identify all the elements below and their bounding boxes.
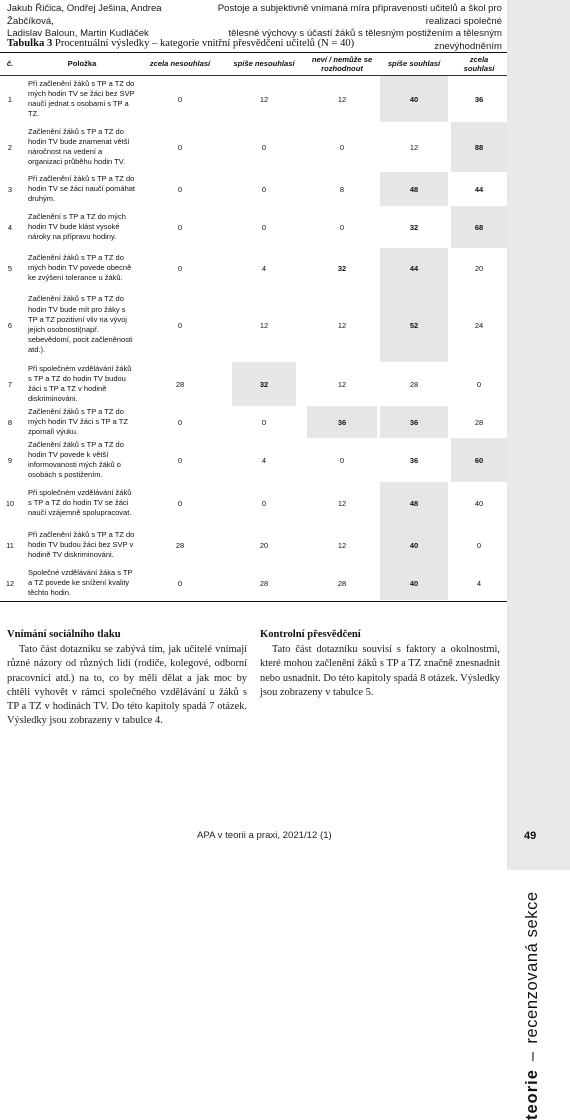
table-row: [0, 172, 507, 206]
side-label-theory: teorie: [522, 1069, 541, 1120]
value-disagree: 28: [259, 578, 269, 588]
table-row: [0, 122, 507, 172]
row-item: Při společném vzdělávání žáků s TP a TZ do hodin TV se žáci naučí vzájemně spolupracovat.: [28, 487, 132, 518]
col-header-agree: spíše souhlasí: [387, 59, 441, 69]
table-row: [0, 438, 507, 482]
col-header-disagree: spíše nesouhlasí: [233, 59, 295, 69]
value-strongly-agree: 0: [476, 540, 482, 550]
value-strongly-agree: 40: [474, 498, 484, 508]
section-title-control-beliefs: Kontrolní přesvědčení: [260, 629, 361, 640]
value-disagree: 32: [259, 379, 269, 389]
value-strongly-disagree: 28: [175, 540, 185, 550]
journal-footer: APA v teorii a praxi, 2021/12 (1): [197, 830, 332, 841]
running-header-authors: [7, 3, 207, 41]
row-item: Začlenění žáků s TP a TZ do mých hodin TV žáci s TP a TZ zpomalí výuku.: [28, 406, 128, 437]
value-undecided: 0: [339, 222, 345, 232]
value-disagree: 12: [259, 94, 269, 104]
value-undecided: 12: [337, 498, 347, 508]
row-item: Při začlenění žáků s TP a TZ do hodin TV budou žáci bez SVP v hodině TV diskriminováni.: [28, 529, 135, 560]
value-agree: 48: [409, 498, 419, 508]
section-title-social-pressure: Vnímání sociálního tlaku: [7, 629, 121, 640]
title-line-2: tělesné výchovy s účastí žáků s tělesným postižením a tělesným znevýhodněním: [228, 28, 502, 52]
row-number: 1: [7, 94, 13, 104]
table-row: [0, 482, 507, 524]
value-agree: 48: [409, 184, 419, 194]
row-number: 11: [6, 540, 14, 550]
paragraph-control-beliefs: Tato část dotazníku souvisí s faktory a okolnostmi, které mohou začlenění žáků s TP a TZ značně znesnadnit nebo usnadnit. Do této kapitoly spadá 8 otázek. Výsledky jsou zobrazeny v tabulce 5.: [260, 644, 500, 698]
col-header-num: č.: [6, 59, 14, 69]
value-strongly-agree: 0: [476, 379, 482, 389]
table-header: [0, 53, 507, 75]
value-strongly-disagree: 28: [175, 379, 185, 389]
value-strongly-disagree: 0: [177, 94, 183, 104]
paragraph-social-pressure: Tato část dotazníku se zabývá tím, jak učitelé vnímají různé názory od různých lidí (rodiče, kolegové, odborní pracovníci atd.) na to, co by měli dělat a jak moc by chtěli vyhovět v rámci společného vzdělávání u žáků s TP a TZ v hodinách TV. Do této kapitoly spadá 7 otázek. Výsledky jsou zobrazeny v tabulce 4.: [7, 644, 247, 727]
side-label-reviewed: recenzovaná sekce: [522, 891, 541, 1044]
row-item: Při začlenění žáků s TP a TZ do hodin TV se žáci naučí pomáhat druhým.: [28, 173, 136, 204]
table-row: [0, 566, 507, 600]
row-number: 4: [7, 222, 13, 232]
value-agree: 40: [409, 94, 419, 104]
value-agree: 12: [409, 142, 419, 152]
value-agree: 52: [409, 320, 419, 330]
col-header-strongly-agree: zcela souhlasí: [463, 54, 495, 73]
row-number: 5: [7, 263, 13, 273]
table-row: [0, 248, 507, 288]
authors-line-1: Jakub Řičica, Ondřej Ješina, Andrea Žabčíková,: [7, 3, 162, 27]
col-header-item: Položka: [67, 59, 97, 69]
value-strongly-agree: 88: [474, 142, 484, 152]
row-number: 6: [7, 320, 13, 330]
value-agree: 40: [409, 540, 419, 550]
row-item: Začlenění žáků s TP a TZ do hodin TV povede k větší informovanosti mých žáků o osobách s postižením.: [28, 439, 124, 480]
value-disagree: 4: [261, 455, 267, 465]
value-disagree: 20: [259, 540, 269, 550]
row-number: 10: [5, 498, 15, 508]
row-number: 12: [5, 578, 15, 588]
value-agree: 32: [409, 222, 419, 232]
value-undecided: 28: [337, 578, 347, 588]
value-disagree: 4: [261, 263, 267, 273]
value-strongly-agree: 20: [474, 263, 484, 273]
value-undecided: 0: [339, 142, 345, 152]
value-strongly-disagree: 0: [177, 263, 183, 273]
value-strongly-disagree: 0: [177, 455, 183, 465]
value-strongly-agree: 28: [474, 417, 484, 427]
value-undecided: 36: [337, 417, 347, 427]
value-undecided: 32: [337, 263, 347, 273]
value-undecided: 8: [339, 184, 345, 194]
table-row: [0, 76, 507, 122]
table-bottom-rule: [0, 601, 507, 602]
table-row: [0, 288, 507, 362]
table-row: [0, 524, 507, 566]
value-undecided: 12: [337, 540, 347, 550]
value-undecided: 12: [337, 94, 347, 104]
row-item: Začlenění žáků s TP a TZ do hodin TV bude znamenat větší náročnost na vedení a organizaci průběhu hodin TV.: [28, 126, 130, 167]
page-number: 49: [524, 830, 537, 842]
value-agree: 36: [409, 455, 419, 465]
value-disagree: 0: [261, 417, 267, 427]
table-row: [0, 362, 507, 406]
row-item: Začlenění žáků s TP a TZ do mých hodin TV povede obecně ke zvýšení tolerance u žáků.: [28, 252, 132, 283]
value-strongly-agree: 60: [474, 455, 484, 465]
value-disagree: 0: [261, 184, 267, 194]
value-agree: 44: [409, 263, 419, 273]
value-disagree: 0: [261, 142, 267, 152]
table-caption-label: Tabulka 3: [7, 38, 53, 49]
value-disagree: 0: [261, 498, 267, 508]
section-side-label: [520, 800, 544, 1120]
value-agree: 36: [409, 417, 419, 427]
table-caption-text: Procentuální výsledky – kategorie vnitřní přesvědčení učitelů (N = 40): [54, 38, 355, 49]
value-undecided: 12: [337, 320, 347, 330]
row-item: Při společném vzdělávání žáků s TP a TZ do hodin TV budou žáci s TP a TZ v hodině diskriminováni.: [28, 363, 132, 404]
col-header-undecided: neví / nemůže se rozhodnout: [311, 54, 373, 73]
row-number: 9: [7, 455, 13, 465]
row-number: 3: [7, 184, 13, 194]
row-item: Začlenění žáků s TP a TZ do hodin TV bude mít pro žáky s TP a TZ pozitivní vliv na vývoj jejich osobnosti(např. sebevědomí, pocit začleněnosti atd.).: [28, 294, 133, 355]
table-row: [0, 406, 507, 438]
value-strongly-disagree: 0: [177, 498, 183, 508]
value-strongly-disagree: 0: [177, 142, 183, 152]
side-band: [507, 0, 570, 870]
value-undecided: 0: [339, 455, 345, 465]
authors-line-2: Ladislav Baloun, Martin Kudláček: [7, 28, 149, 39]
value-agree: 28: [409, 379, 419, 389]
value-agree: 40: [409, 578, 419, 588]
value-strongly-agree: 68: [474, 222, 484, 232]
value-strongly-disagree: 0: [177, 417, 183, 427]
row-item: Začlenění s TP a TZ do mých hodin TV bude klást vysoké nároky na přípravu hodiny.: [28, 211, 126, 242]
value-strongly-agree: 44: [474, 184, 484, 194]
value-disagree: 12: [259, 320, 269, 330]
row-item: Při začlenění žáků s TP a TZ do mých hodin TV se žáci bez SVP naučí jednat s osobami s TP a TZ.: [28, 78, 135, 119]
table-row: [0, 206, 507, 248]
value-strongly-agree: 4: [476, 578, 482, 588]
row-number: 8: [7, 417, 13, 427]
value-strongly-disagree: 0: [177, 320, 183, 330]
value-strongly-disagree: 0: [177, 184, 183, 194]
value-strongly-agree: 24: [474, 320, 484, 330]
title-line-1: Postoje a subjektivně vnímaná míra připravenosti učitelů a škol pro realizaci společné: [217, 3, 502, 27]
col-header-strongly-disagree: zcela nesouhlasí: [149, 59, 211, 69]
value-strongly-agree: 36: [474, 94, 484, 104]
value-undecided: 12: [337, 379, 347, 389]
value-disagree: 0: [261, 222, 267, 232]
value-strongly-disagree: 0: [177, 222, 183, 232]
table-caption: [7, 38, 354, 49]
row-number: 7: [7, 379, 13, 389]
row-item: Společné vzdělávání žáka s TP a TZ povede ke snížení kvality těchto hodin.: [28, 567, 133, 598]
side-label-dash: –: [522, 1051, 541, 1062]
value-strongly-disagree: 0: [177, 578, 183, 588]
row-number: 2: [7, 142, 13, 152]
